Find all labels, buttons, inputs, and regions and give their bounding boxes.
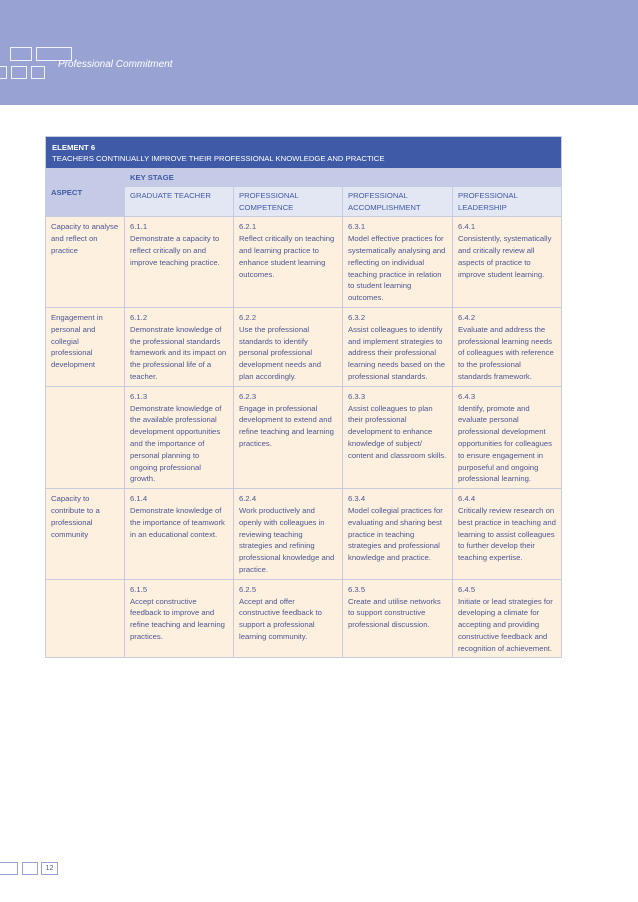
standard-cell [343, 579, 453, 658]
column-header-graduate: GRADUATE TEACHER [125, 186, 234, 217]
standard-cell [234, 307, 343, 386]
column-header-competence: PROFESSIONAL COMPETENCE [234, 186, 343, 217]
standards-table [45, 136, 562, 658]
aspect-header: ASPECT [46, 169, 125, 217]
standard-code: 6.4.3 [458, 391, 476, 401]
standard-text: Model effective practices for systematically analysing and reflecting on individual teaching practice in relation to student learning outcomes. [348, 234, 446, 303]
standard-cell [125, 489, 234, 580]
standard-text: Identify, promote and evaluate personal professional development opportunities for colleagues to ensure engagement in purposeful and ongoing professional learning. [458, 403, 553, 484]
standard-text: Model collegial practices for evaluating and sharing best practice in teaching strategies and professional knowledge and practice. [348, 505, 443, 563]
standard-cell [125, 579, 234, 658]
standard-text: Assist colleagues to plan their professional development to enhance knowledge of subject/ content and classroom skills. [348, 403, 447, 460]
standard-code: 6.2.4 [239, 494, 257, 504]
standard-text: Assist colleagues to identify and implement strategies to address their professional learning needs based on the professional standards. [348, 324, 446, 381]
table-row [46, 489, 562, 580]
banner-decoration [11, 66, 27, 79]
standard-code: 6.1.5 [130, 584, 148, 594]
banner-decoration [0, 66, 7, 79]
standard-cell [343, 489, 453, 580]
standard-text: Engage in professional development to extend and refine teaching and learning practices. [239, 403, 334, 448]
standard-code: 6.2.3 [239, 391, 257, 401]
standard-text: Create and utilise networks to support constructive professional discussion. [348, 596, 441, 630]
standard-code: 6.3.3 [348, 391, 366, 401]
standard-code: 6.3.1 [348, 222, 366, 232]
element-label: ELEMENT 6 [52, 143, 96, 152]
standard-code: 6.3.5 [348, 584, 366, 594]
standard-cell [453, 489, 562, 580]
column-header-accomplishment: PROFESSIONAL ACCOMPLISHMENT [343, 186, 453, 217]
standard-code: 6.3.2 [348, 312, 366, 322]
standard-code: 6.3.4 [348, 494, 366, 504]
key-stage-header: KEY STAGE [125, 169, 562, 187]
standard-cell [125, 386, 234, 488]
standard-text: Demonstrate knowledge of the professional standards framework and its impact on the professional life of a teacher. [130, 324, 227, 381]
footer-decoration [22, 862, 38, 875]
aspect-cell [46, 386, 125, 488]
standard-code: 6.2.1 [239, 222, 257, 232]
footer-decoration [0, 862, 18, 875]
standard-cell [125, 307, 234, 386]
standard-text: Demonstrate a capacity to reflect critically on and improve teaching practice. [130, 234, 220, 267]
standard-code: 6.1.3 [130, 391, 148, 401]
banner-decoration [31, 66, 45, 79]
standard-code: 6.4.1 [458, 222, 476, 232]
aspect-cell [46, 579, 125, 658]
aspect-cell: Engagement in personal and collegial professional development [46, 307, 125, 386]
standard-cell [453, 386, 562, 488]
standard-text: Use the professional standards to identify personal professional development needs and plan accordingly. [239, 324, 322, 381]
key-stage-row [46, 169, 562, 187]
aspect-cell: Capacity to contribute to a professional community [46, 489, 125, 580]
standard-cell [343, 386, 453, 488]
table-row [46, 386, 562, 488]
standard-cell [453, 307, 562, 386]
table-row [46, 579, 562, 658]
standard-text: Accept constructive feedback to improve and refine teaching and learning practices. [130, 596, 225, 641]
standard-code: 6.4.5 [458, 584, 476, 594]
standard-text: Evaluate and address the professional learning needs of colleagues with reference to the professional standards framework. [458, 324, 554, 381]
standard-code: 6.4.2 [458, 312, 476, 322]
standard-text: Critically review research on best practice in teaching and learning to assist colleagues to further develop their teaching expertise. [458, 505, 556, 563]
standard-text: Demonstrate knowledge of the importance of teamwork in an educational context. [130, 505, 225, 539]
page-banner [0, 0, 638, 105]
standard-code: 6.1.1 [130, 222, 148, 232]
column-header-leadership: PROFESSIONAL LEADERSHIP [453, 186, 562, 217]
element-header-row [46, 137, 562, 169]
standard-code: 6.4.4 [458, 494, 476, 504]
table-row [46, 307, 562, 386]
standard-cell [343, 217, 453, 308]
standard-text: Work productively and openly with colleagues in reviewing teaching strategies and refining professional knowledge and practice. [239, 505, 335, 574]
standard-code: 6.1.2 [130, 312, 148, 322]
standard-cell [453, 579, 562, 658]
page-number: 12 [41, 862, 58, 875]
page-section-title: Professional Commitment [58, 59, 173, 70]
table-row [46, 217, 562, 308]
standard-cell [453, 217, 562, 308]
banner-decoration [10, 47, 32, 61]
standard-cell [234, 386, 343, 488]
aspect-cell: Capacity to analyse and reflect on practice [46, 217, 125, 308]
standard-code: 6.1.4 [130, 494, 148, 504]
standard-cell [234, 579, 343, 658]
standard-text: Demonstrate knowledge of the available professional development opportunities and the importance of personal planning to ongoing professional growth. [130, 403, 222, 484]
standard-cell [125, 217, 234, 308]
standard-cell [234, 217, 343, 308]
element-header [46, 137, 562, 169]
standard-text: Reflect critically on teaching and learning practice to enhance student learning outcomes. [239, 234, 335, 279]
standard-text: Accept and offer constructive feedback to support a professional learning community. [239, 596, 322, 641]
standard-code: 6.2.5 [239, 584, 257, 594]
standard-code: 6.2.2 [239, 312, 257, 322]
element-description: TEACHERS CONTINUALLY IMPROVE THEIR PROFESSIONAL KNOWLEDGE AND PRACTICE [52, 154, 385, 163]
standard-text: Initiate or lead strategies for developing a climate for accepting and providing constructive feedback and recognition of achievement. [458, 596, 553, 653]
standard-cell [343, 307, 453, 386]
standard-cell [234, 489, 343, 580]
standard-text: Consistently, systematically and critically review all aspects of practice to improve student learning. [458, 234, 552, 279]
